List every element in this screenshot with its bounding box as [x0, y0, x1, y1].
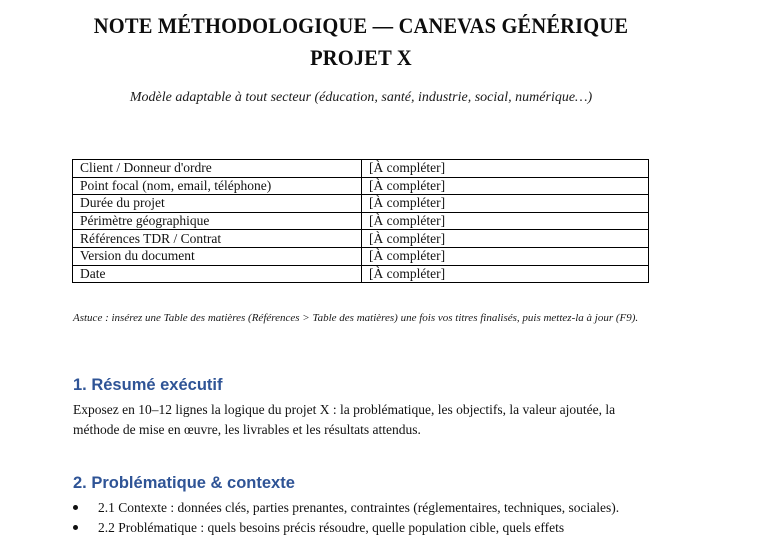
table-row [73, 160, 649, 178]
list-item-text: 2.2 Problématique : quels besoins précis résoudre, quelle population cible, quels effets [98, 520, 565, 535]
project-info-table [72, 159, 649, 283]
row-value[interactable]: [À compléter] [362, 265, 649, 283]
row-value[interactable]: [À compléter] [362, 230, 649, 248]
tip-note: Astuce : insérez une Table des matières (Références > Table des matières) une fois vos titres finalisés, puis mettez-la à jour (F9). [73, 312, 639, 324]
row-value[interactable]: [À compléter] [362, 247, 649, 265]
section-heading-executive-summary: 1. Résumé exécutif [73, 376, 223, 394]
document-title-line-1: NOTE MÉTHODOLOGIQUE — CANEVAS GÉNÉRIQUE [93, 13, 629, 38]
row-label: Périmètre géographique [73, 212, 362, 230]
table-row [73, 177, 649, 195]
row-label: Client / Donneur d'ordre [73, 160, 362, 178]
row-label: Point focal (nom, email, téléphone) [73, 177, 362, 195]
problem-context-list [73, 498, 653, 538]
table-row [73, 230, 649, 248]
row-label: Version du document [73, 247, 362, 265]
row-label: Date [73, 265, 362, 283]
list-item [73, 518, 653, 538]
bullet-icon [73, 525, 78, 530]
row-value[interactable]: [À compléter] [362, 212, 649, 230]
table-row [73, 195, 649, 213]
section-heading-problem-context: 2. Problématique & contexte [73, 474, 295, 492]
table-row [73, 247, 649, 265]
list-item-text: 2.1 Contexte : données clés, parties prenantes, contraintes (réglementaires, techniques, sociales). [98, 500, 620, 515]
row-value[interactable]: [À compléter] [362, 160, 649, 178]
table-row [73, 265, 649, 283]
document-title-line-2: PROJET X [310, 45, 412, 70]
row-value[interactable]: [À compléter] [362, 195, 649, 213]
row-value[interactable]: [À compléter] [362, 177, 649, 195]
row-label: Références TDR / Contrat [73, 230, 362, 248]
row-label: Durée du projet [73, 195, 362, 213]
table-row [73, 212, 649, 230]
bullet-icon [73, 505, 78, 510]
section-body-executive-summary: Exposez en 10–12 lignes la logique du projet X : la problématique, les objectifs, la valeur ajoutée, la méthode de mise en œuvre, les livrables et les résultats attendus. [73, 402, 616, 437]
list-item [73, 498, 653, 518]
document-subtitle: Modèle adaptable à tout secteur (éducation, santé, industrie, social, numérique…) [129, 90, 593, 105]
